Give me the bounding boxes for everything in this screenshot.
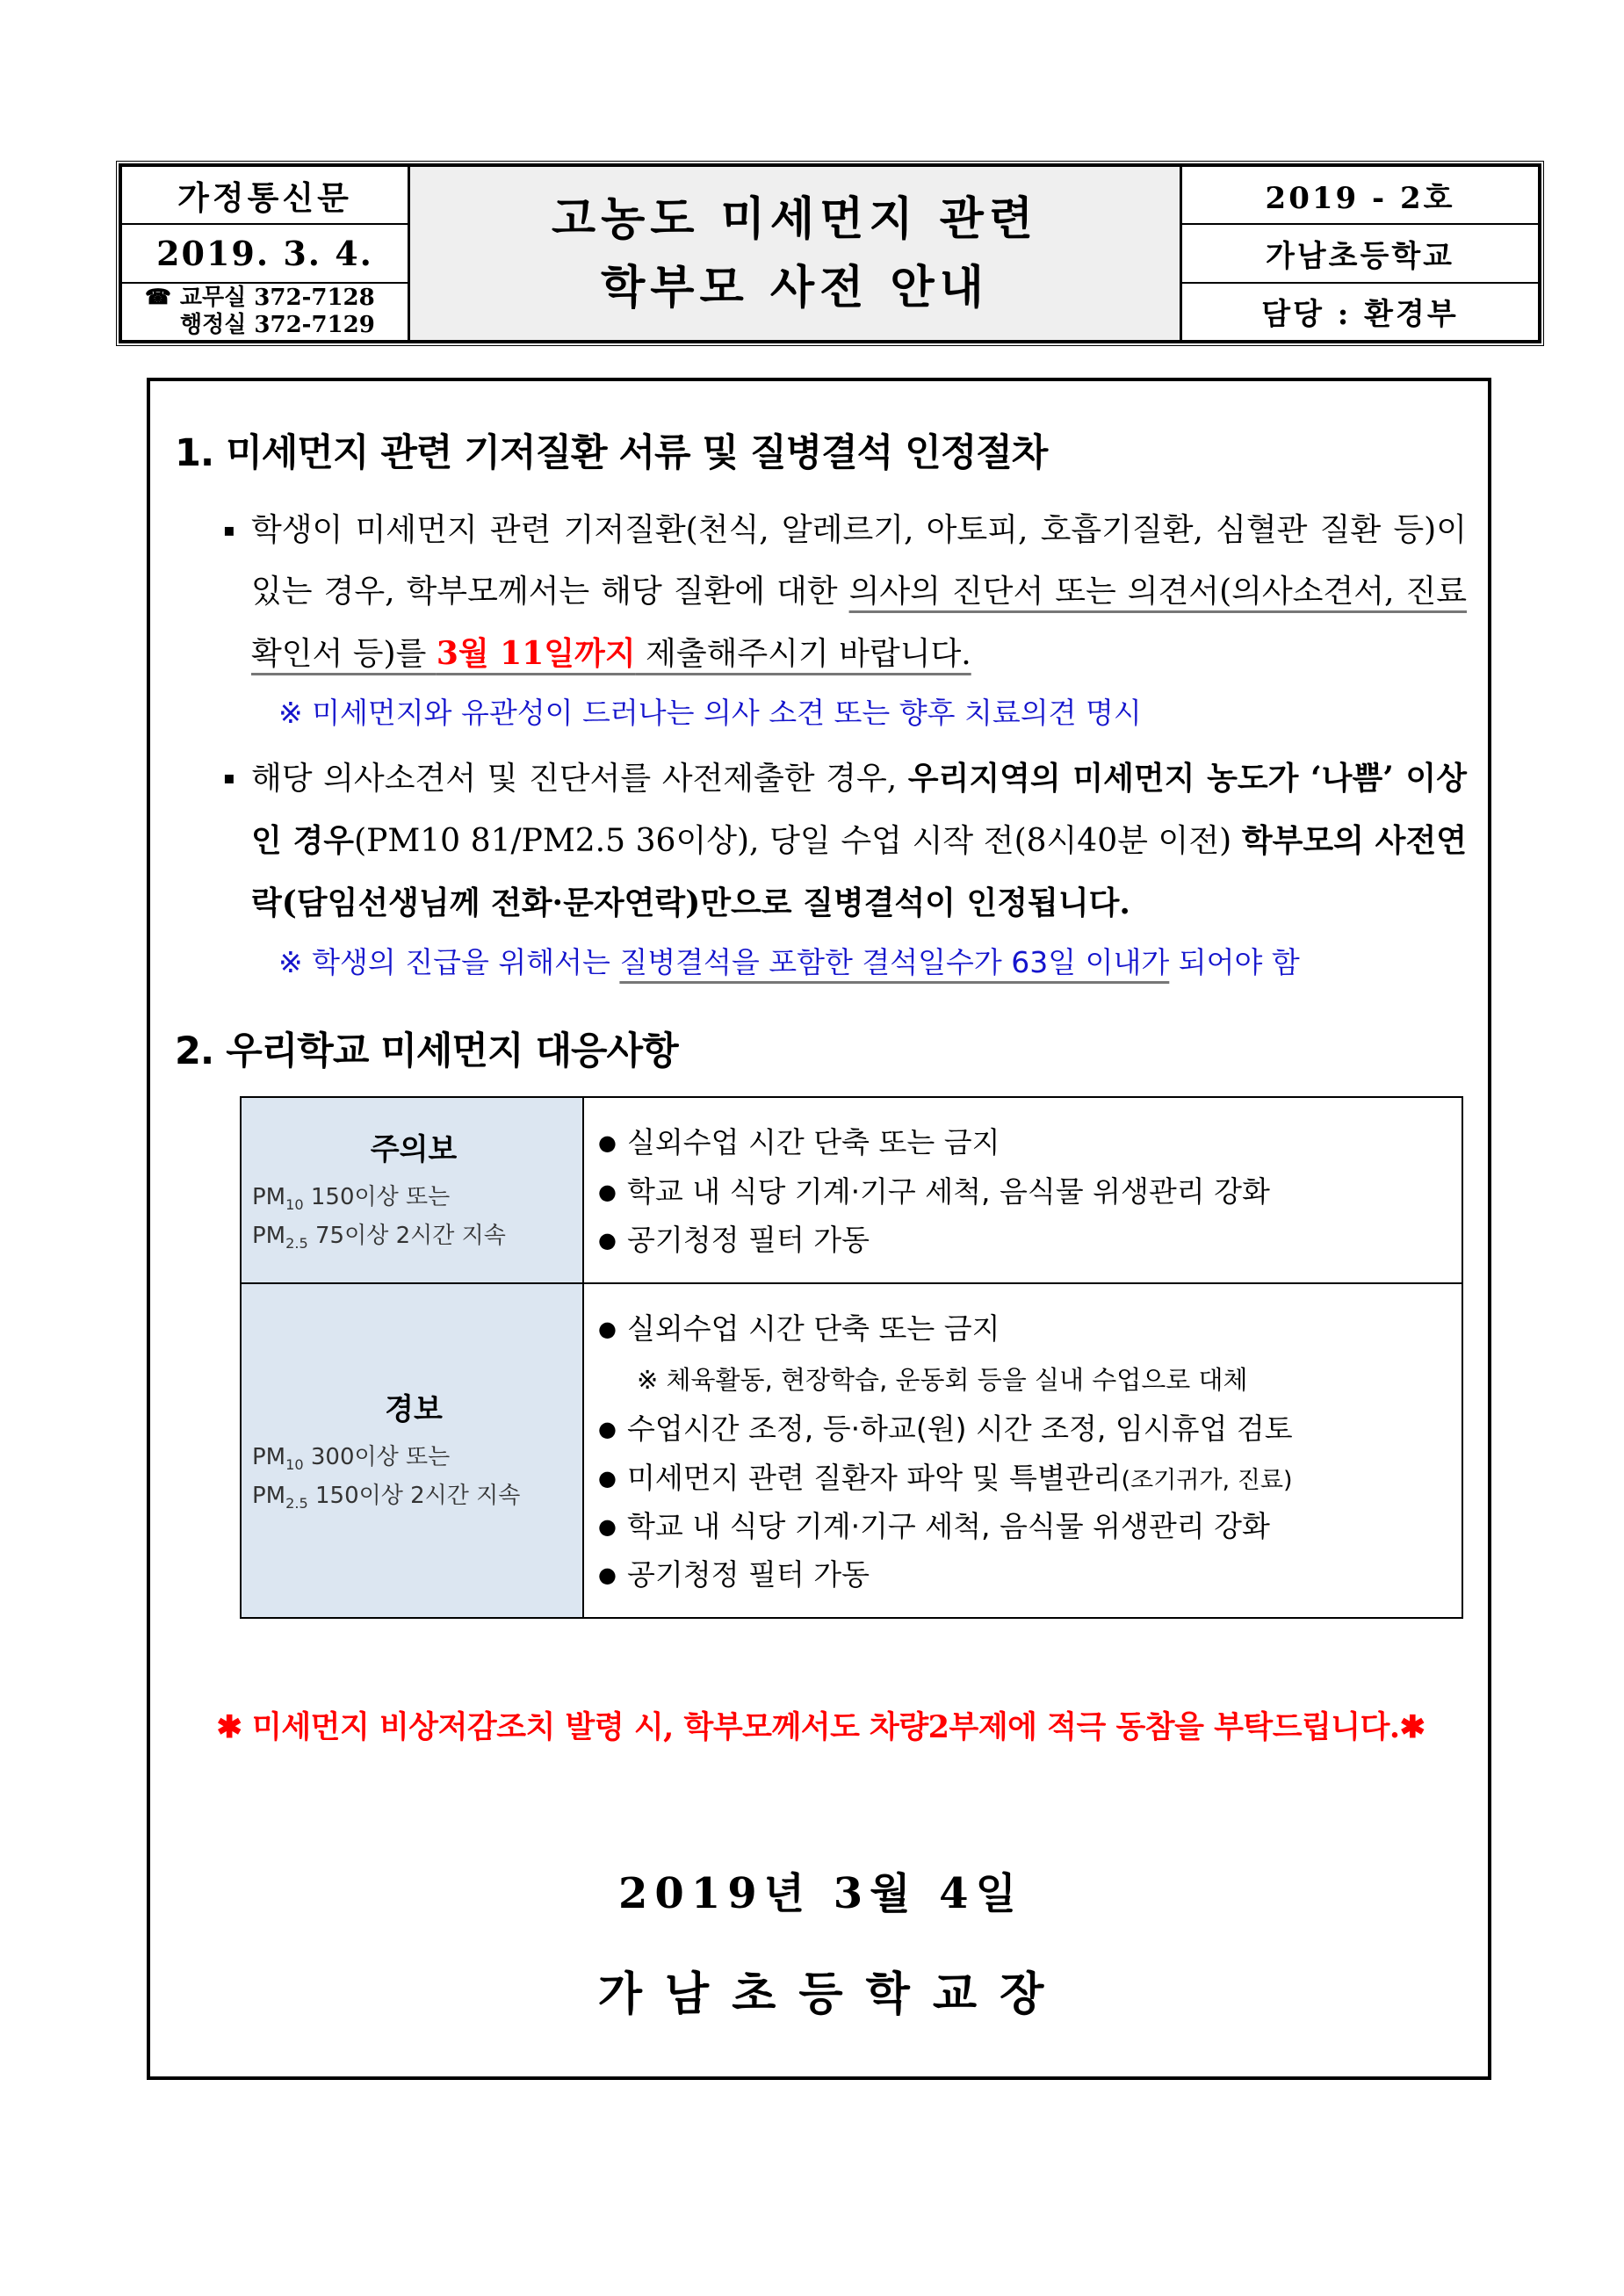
warning-level-label: 경보 xyxy=(385,1392,443,1428)
action-item xyxy=(598,1460,1453,1496)
issue-date: 2019. 3. 4. xyxy=(122,223,408,281)
principal-signature: 가남초등학교장 xyxy=(597,1967,1067,2022)
table-row-warning xyxy=(242,1282,1462,1617)
action-item xyxy=(598,1173,1453,1209)
dot-bullet-icon: ● xyxy=(598,1179,617,1204)
masthead-right-column xyxy=(1180,167,1538,340)
dot-bullet-icon: ● xyxy=(598,1227,617,1253)
phone-admin: 행정실 372-7129 xyxy=(180,311,375,338)
section1-bullet-2 xyxy=(223,747,1467,935)
dot-bullet-icon: ● xyxy=(598,1417,617,1442)
action-item xyxy=(598,1124,1453,1160)
notice-title xyxy=(410,167,1180,340)
school-name: 가남초등학교 xyxy=(1182,223,1538,281)
phone-office: 교무실 372-7128 xyxy=(179,284,375,311)
masthead-left-column xyxy=(122,167,410,340)
advisory-condition-1: $PM_{10}$ 150이상 또는 xyxy=(252,1183,451,1214)
phone-icon: ☎ xyxy=(145,283,171,309)
action-text: 공기청정 필터 가동 xyxy=(626,1222,870,1257)
warning-level-cell xyxy=(242,1284,584,1617)
issue-number: 2019 - 2호 xyxy=(1265,180,1455,216)
phone-line-2 xyxy=(145,312,375,339)
advisory-level-cell xyxy=(242,1098,584,1282)
staff-department: 담당 : 환경부 xyxy=(1182,282,1538,340)
action-item xyxy=(598,1222,1453,1258)
action-text: 실외수업 시간 단축 또는 금지 xyxy=(626,1125,1000,1160)
section1-bullet-1 xyxy=(223,500,1467,685)
warning-condition-1: $PM_{10}$ 300이상 또는 xyxy=(252,1444,451,1474)
advisory-actions-cell xyxy=(584,1098,1462,1282)
action-text: 학교 내 식당 기계·기구 세척, 음식물 위생관리 강화 xyxy=(626,1508,1270,1543)
dot-bullet-icon: ● xyxy=(598,1317,617,1342)
section1-bullet-1-text: 학생이 미세먼지 관련 기저질환(천식, 알레르기, 아토피, 호흡기질환, 심혈관 질환 등)이 있는 경우, 학부모께서는 해당 질환에 대한 의사의 진단서 또는 의견서(의사소견서, 진료확인서 등)를 3월 11일까지 제출해주시기 바랍니다. xyxy=(251,512,1467,672)
action-text: 수업시간 조정, 등·하교(원) 시간 조정, 임시휴업 검토 xyxy=(626,1412,1293,1447)
title-line-2: 학부모 사전 안내 xyxy=(601,260,989,314)
action-text: 공기청정 필터 가동 xyxy=(626,1557,870,1592)
dot-bullet-icon: ● xyxy=(598,1465,617,1491)
square-bullet-icon: ▪ xyxy=(223,519,235,540)
phone-line-1 xyxy=(145,285,375,312)
action-text: 실외수업 시간 단축 또는 금지 xyxy=(626,1311,1000,1347)
advisory-condition-2: $PM_{2.5}$ 75이상 2시간 지속 xyxy=(252,1222,506,1252)
advisory-level-label: 주의보 xyxy=(370,1131,458,1167)
action-item xyxy=(598,1508,1453,1544)
section1-note-2: ※ 학생의 진급을 위해서는 질병결석을 포함한 결석일수가 63일 이내가 되어야 함 xyxy=(278,945,1300,980)
table-row-advisory xyxy=(242,1098,1462,1282)
dot-bullet-icon: ● xyxy=(598,1513,617,1539)
notice-body xyxy=(147,378,1491,2080)
action-item xyxy=(598,1556,1453,1592)
title-line-1: 고농도 미세먼지 관련 xyxy=(551,191,1039,246)
section1-note-1: ※ 미세먼지와 유관성이 드러나는 의사 소견 또는 향후 치료의견 명시 xyxy=(278,696,1142,730)
footer-date: 2019년 3월 4일 xyxy=(618,1869,1023,1919)
emergency-measure-notice: ✱ 미세먼지 비상저감조치 발령 시, 학부모께서도 차량2부제에 적극 동참을 부탁드립니다.✱ xyxy=(216,1709,1426,1746)
doc-type-label: 가정통신문 xyxy=(177,178,352,218)
action-item xyxy=(598,1310,1453,1347)
dust-response-table xyxy=(240,1096,1463,1619)
warning-actions-cell xyxy=(584,1284,1462,1617)
square-bullet-icon: ▪ xyxy=(223,767,235,789)
section1-heading: 1. 미세먼지 관련 기저질환 서류 및 질병결석 인정절차 xyxy=(175,431,1048,475)
action-note: ※ 체육활동, 현장학습, 운동회 등을 실내 수업으로 대체 xyxy=(637,1365,1248,1396)
warning-condition-2: $PM_{2.5}$ 150이상 2시간 지속 xyxy=(252,1483,521,1513)
action-text: 미세먼지 관련 질환자 파악 및 특별관리(조기귀가, 진료) xyxy=(626,1460,1293,1495)
phone-numbers xyxy=(122,282,408,340)
dot-bullet-icon: ● xyxy=(598,1130,617,1156)
masthead-table xyxy=(119,163,1541,343)
dot-bullet-icon: ● xyxy=(598,1563,617,1588)
action-text: 학교 내 식당 기계·기구 세척, 음식물 위생관리 강화 xyxy=(626,1173,1270,1209)
section1-bullet-2-text: 해당 의사소견서 및 진단서를 사전제출한 경우, 우리지역의 미세먼지 농도가 ‘나쁨’ 이상인 경우(PM10 81/PM2.5 36이상), 당일 수업 시작 전(8시40분 이전) 학부모의 사전연락(담임선생님께 전화·문자연락)만으로 질병결석이 인정됩니다. xyxy=(251,760,1467,922)
section2-heading: 2. 우리학교 미세먼지 대응사항 xyxy=(175,1029,678,1074)
action-item xyxy=(598,1411,1453,1447)
